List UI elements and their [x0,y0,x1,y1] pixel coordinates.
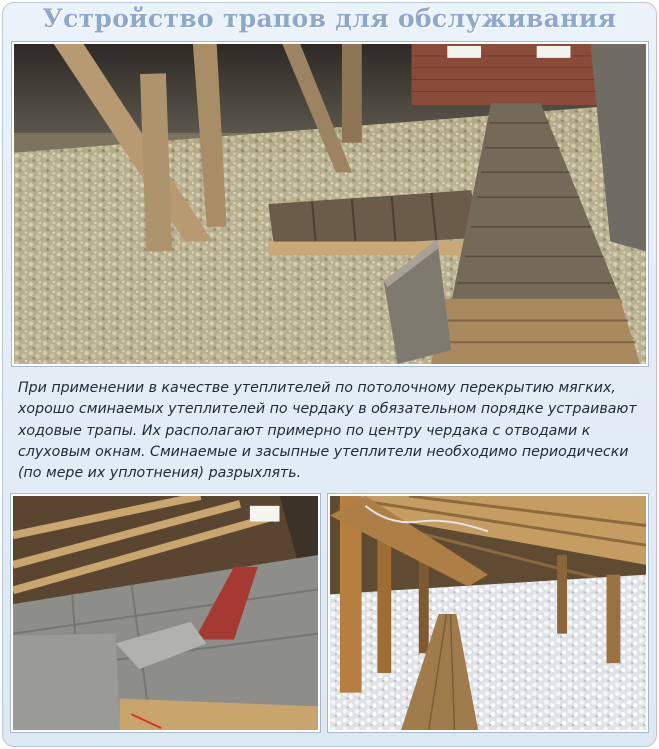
page-title: Устройство трапов для обслуживания [42,4,617,33]
description-text: При применении в качестве утеплителей по потолочному перекрытию мягких, хорошо сминаемых утеплителей по чердаку в обязательном порядке устраивают ходовые трапы. Их располагают примерно по центру чердака с отводами к слуховым окнам. Сминаемые и засыпные утеплители необходимо периодически (по мере их уплотнения) разрыхлять. [18,380,637,482]
loose-insulation-attic-photo [328,494,648,732]
mineral-wool-attic-photo [11,494,320,732]
attic-walkway-photo [12,42,648,366]
